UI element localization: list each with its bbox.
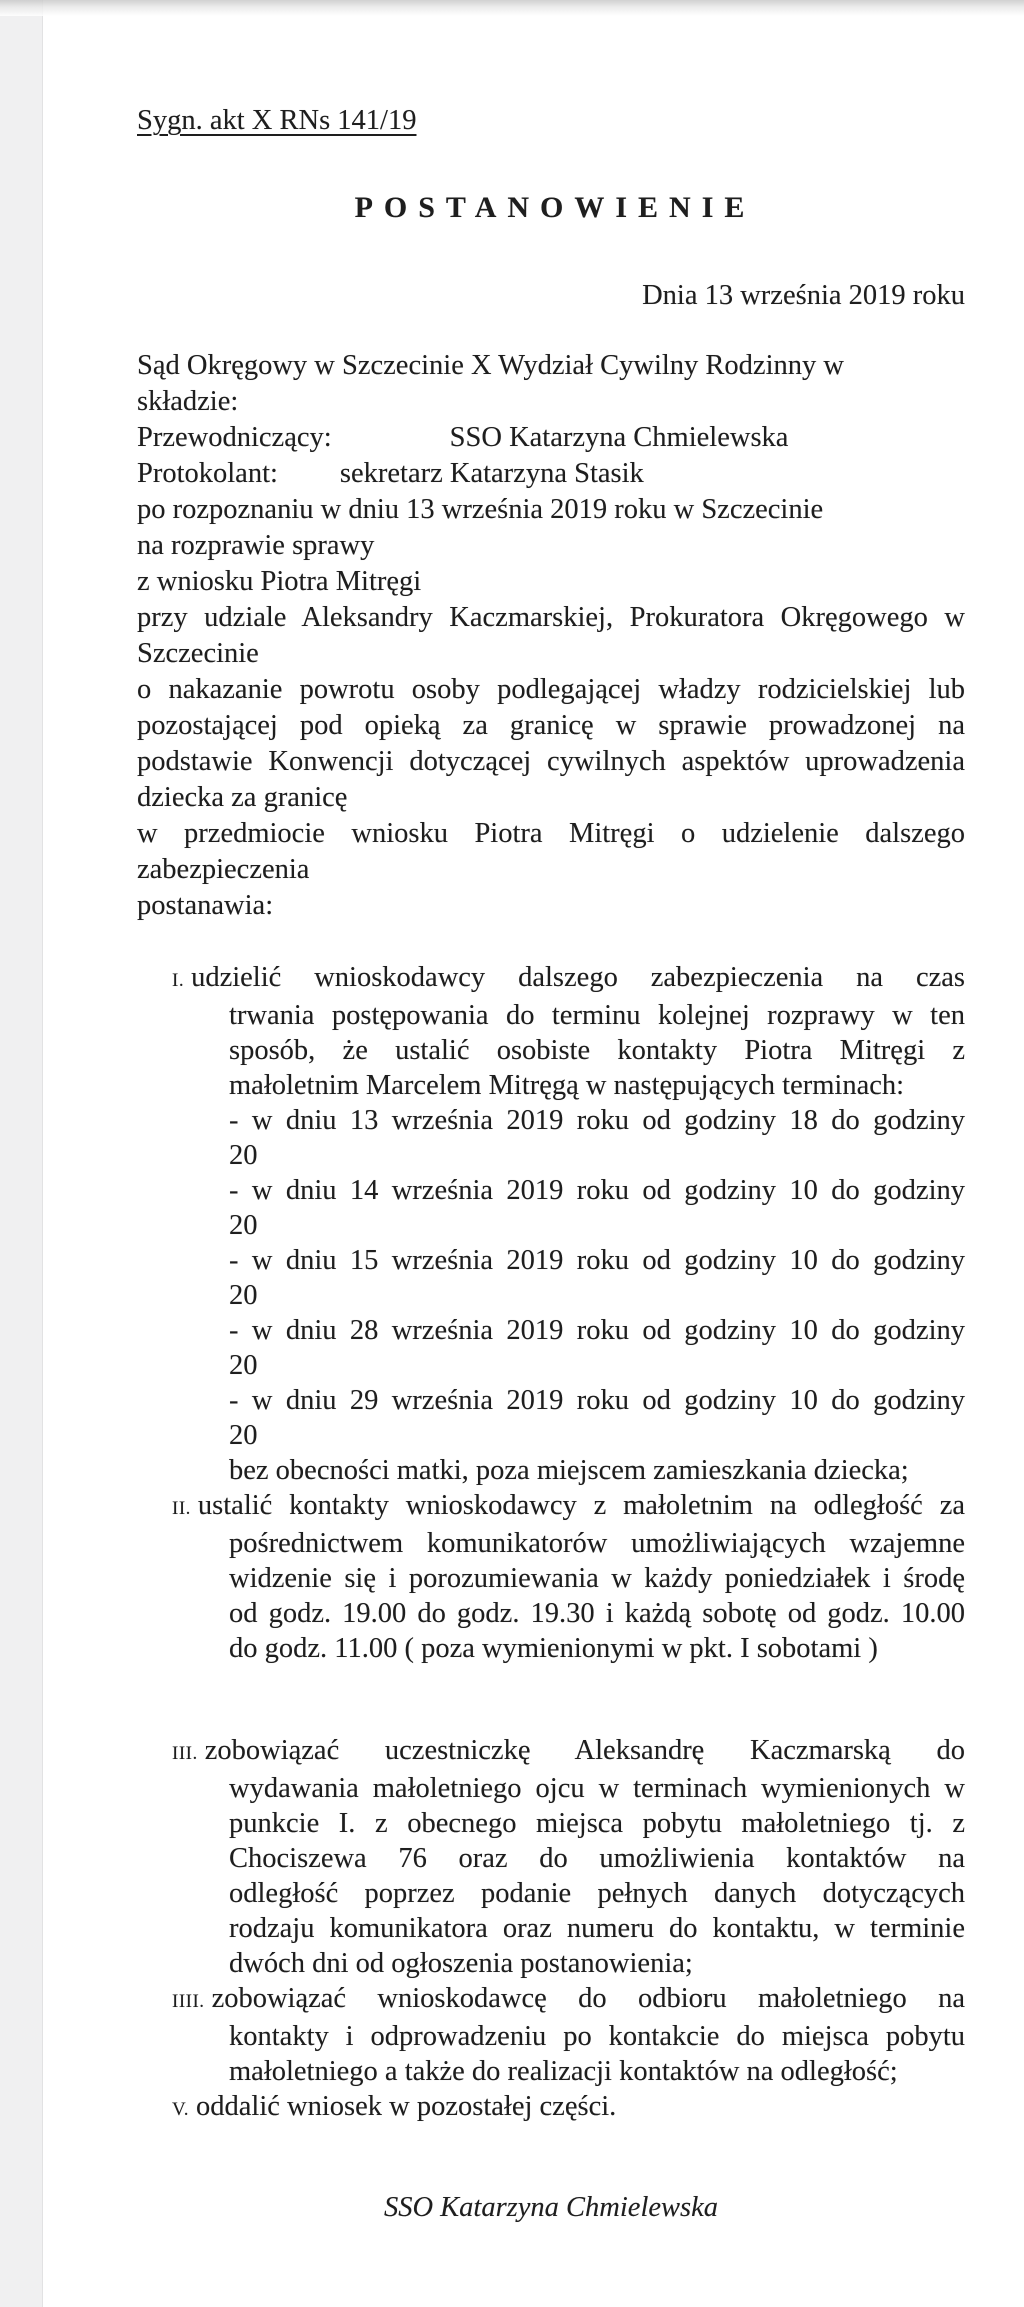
case-subject-line: podstawie Konwencji dotyczącej cywilnych aspektów uprowadzenia bbox=[137, 746, 965, 777]
presiding-judge-line bbox=[137, 420, 965, 456]
item-text: zobowiązać uczestniczkę Aleksandrę Kaczmarską do bbox=[204, 1735, 965, 1766]
motion-subject-line: zabezpieczenia bbox=[137, 854, 310, 885]
item-line: 20 bbox=[229, 1420, 258, 1451]
item-numeral: V. bbox=[172, 2099, 190, 2120]
item-line bbox=[137, 1488, 965, 1526]
item-numeral: III. bbox=[172, 1743, 198, 1764]
order-item-5 bbox=[137, 2089, 965, 2127]
item-line bbox=[137, 1733, 965, 1771]
item-line: - w dniu 29 września 2019 roku od godziny 10 do godziny bbox=[229, 1385, 965, 1416]
participants-line: przy udziale Aleksandry Kaczmarskiej, Prokuratora Okręgowego w bbox=[137, 602, 965, 633]
item-line: 20 bbox=[229, 1280, 258, 1311]
item-text: ustalić kontakty wnioskodawcy z małoletnim na odległość za bbox=[197, 1490, 965, 1521]
case-subject-line: o nakazanie powrotu osoby podlegającej władzy rodzicielskiej lub bbox=[137, 674, 965, 705]
item-line: - w dniu 28 września 2019 roku od godziny 10 do godziny bbox=[229, 1315, 965, 1346]
case-subject-line: pozostającej pod opieką za granicę w sprawie prowadzonej na bbox=[137, 710, 965, 741]
issue-date: Dnia 13 września 2019 roku bbox=[642, 280, 965, 311]
item-line: - w dniu 14 września 2019 roku od godziny 10 do godziny bbox=[229, 1175, 965, 1206]
item-line: Chociszewa 76 oraz do umożliwienia kontaktów na bbox=[229, 1843, 965, 1874]
item-line: odległość poprzez podanie pełnych danych dotyczących bbox=[229, 1878, 965, 1909]
item-line: dwóch dni od ogłoszenia postanowienia; bbox=[229, 1948, 693, 1979]
preamble bbox=[137, 348, 965, 924]
clerk-label: Protokolant: bbox=[137, 458, 278, 489]
item-line: widzenie się i porozumiewania w każdy poniedziałek i środę bbox=[229, 1563, 965, 1594]
clerk-name: sekretarz Katarzyna Stasik bbox=[339, 458, 644, 489]
left-scan-edge bbox=[0, 0, 43, 2307]
document-title: POSTANOWIENIE bbox=[354, 191, 756, 224]
item-line: do godz. 11.00 ( poza wymienionymi w pkt. I sobotami ) bbox=[229, 1633, 878, 1664]
item-line: małoletnim Marcelem Mitręgą w następujących terminach: bbox=[229, 1070, 905, 1101]
item-line: od godz. 19.00 do godz. 19.30 i każdą sobotę od godz. 10.00 bbox=[229, 1598, 965, 1629]
item-line bbox=[137, 960, 965, 998]
item-line: małoletniego a także do realizacji kontaktów na odległość; bbox=[229, 2056, 898, 2087]
court-name-line: Sąd Okręgowy w Szczecinie X Wydział Cywilny Rodzinny w bbox=[137, 350, 844, 381]
item-line: kontakty i odprowadzeniu po kontakcie do miejsca pobytu bbox=[229, 2021, 965, 2052]
decree-word: postanawia: bbox=[137, 890, 274, 921]
item-line: 20 bbox=[229, 1350, 258, 1381]
clerk-line bbox=[137, 456, 965, 492]
item-line: 20 bbox=[229, 1140, 258, 1171]
item-line: trwania postępowania do terminu kolejnej rozprawy w ten bbox=[229, 1000, 965, 1031]
item-line bbox=[137, 2089, 965, 2127]
applicant-line: z wniosku Piotra Mitręgi bbox=[137, 566, 422, 597]
item-text: zobowiązać wnioskodawcę do odbioru małoletniego na bbox=[211, 1983, 965, 2014]
item-numeral: II. bbox=[172, 1498, 191, 1519]
item-text: oddalić wniosek w pozostałej części. bbox=[196, 2091, 617, 2122]
order-item-2 bbox=[137, 1488, 965, 1666]
item-line bbox=[137, 1981, 965, 2019]
court-order-document bbox=[137, 0, 965, 2225]
item-line: - w dniu 13 września 2019 roku od godziny 18 do godziny bbox=[229, 1105, 965, 1136]
hearing-type-line: na rozprawie sprawy bbox=[137, 530, 375, 561]
case-subject-line: dziecka za granicę bbox=[137, 782, 348, 813]
presiding-judge-label: Przewodniczący: bbox=[137, 422, 332, 453]
item-text: udzielić wnioskodawcy dalszego zabezpieczenia na czas bbox=[191, 962, 965, 993]
item-line: sposób, że ustalić osobiste kontakty Piotra Mitręgi z bbox=[229, 1035, 965, 1066]
item-line: - w dniu 15 września 2019 roku od godziny 10 do godziny bbox=[229, 1245, 965, 1276]
item-numeral: I. bbox=[172, 970, 185, 991]
motion-subject-line: w przedmiocie wniosku Piotra Mitręgi o udzielenie dalszego bbox=[137, 818, 965, 849]
presiding-judge-name: SSO Katarzyna Chmielewska bbox=[449, 422, 789, 453]
item-line: bez obecności matki, poza miejscem zamieszkania dziecka; bbox=[229, 1455, 909, 1486]
item-line: rodzaju komunikatora oraz numeru do kontaktu, w terminie bbox=[229, 1913, 965, 1944]
case-number: Sygn. akt X RNs 141/19 bbox=[137, 105, 417, 136]
order-item-3 bbox=[137, 1733, 965, 1981]
participants-line: Szczecinie bbox=[137, 638, 259, 669]
composition-line: składzie: bbox=[137, 386, 239, 417]
hearing-date-line: po rozpoznaniu w dniu 13 września 2019 roku w Szczecinie bbox=[137, 494, 824, 525]
order-item-4 bbox=[137, 1981, 965, 2089]
item-line: wydawania małoletniego ojcu w terminach wymienionych w bbox=[229, 1773, 965, 1804]
judge-signature: SSO Katarzyna Chmielewska bbox=[383, 2192, 719, 2223]
item-numeral: IIII. bbox=[172, 1991, 205, 2012]
item-line: pośrednictwem komunikatorów umożliwiających wzajemne bbox=[229, 1528, 965, 1559]
item-line: 20 bbox=[229, 1210, 258, 1241]
order-item-1 bbox=[137, 960, 965, 1488]
item-line: punkcie I. z obecnego miejsca pobytu małoletniego tj. z bbox=[229, 1808, 965, 1839]
order-items bbox=[137, 960, 965, 2127]
